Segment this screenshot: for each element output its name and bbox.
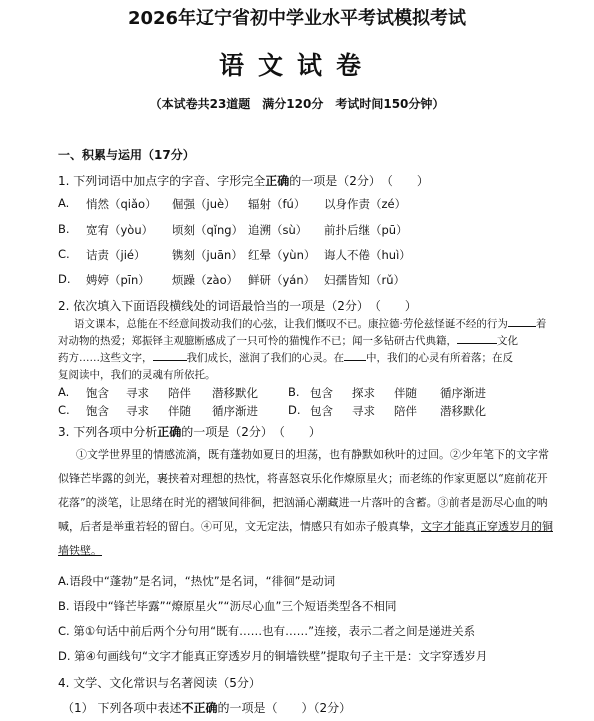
- option-item: 潜移默化: [212, 386, 258, 400]
- q1-option-d: [58, 272, 405, 288]
- q1-option-a: [58, 196, 406, 212]
- option-item: 包含: [310, 386, 333, 400]
- option-label: B.: [288, 385, 300, 399]
- q4-stem: 4. 文学、文化常识与名著阅读（5分）: [58, 676, 261, 690]
- fill-blank: [153, 350, 187, 361]
- option-item: 诲人不倦（huì）: [324, 248, 411, 262]
- option-item: 倔强（juè）: [172, 197, 236, 211]
- option-item: 伴随: [168, 404, 191, 418]
- option-item: 娉婷（pīn）: [86, 273, 150, 287]
- q3-para-line: ①文学世界里的情感流淌，既有蓬勃如夏日的坦荡，也有静默如秋叶的过回。②少年笔下的文字常: [76, 448, 549, 461]
- option-label: D.: [288, 403, 301, 417]
- q3-stem-post: 的一项是（2分） （ ）: [181, 425, 321, 439]
- q1-stem-post: 的一项是（2分） （ ）: [289, 174, 429, 188]
- q2-option-d: [288, 403, 486, 419]
- exam-info: （本试卷共23道题 满分120分 考试时间150分钟）: [149, 97, 445, 111]
- option-item: 前扑后继（pū）: [324, 223, 408, 237]
- q3-para-text: 喊，后者是举重若轻的留白。④可见，文无定法，情感只有如赤子般真挚，: [58, 520, 421, 533]
- q3-stem: [58, 423, 321, 440]
- q3-stem-pre: 3. 下列各项中分析: [58, 425, 158, 439]
- q3-para-line: [58, 542, 102, 558]
- q2-para-text: 语文课本，总能在不经意间拨动我们的心弦，让我们慨叹不已。康拉德·劳伦兹怪诞不经的行为: [74, 318, 508, 330]
- q2-para-line: [74, 316, 546, 331]
- option-item: 寻求: [352, 404, 375, 418]
- q1-option-b: [58, 222, 408, 238]
- q3-underlined-sentence-end: 墙铁壁。: [58, 544, 102, 557]
- q2-stem: 2. 依次填入下面语段横线处的词语最恰当的一项是（2分） （ ）: [58, 299, 417, 313]
- option-item: 伴随: [394, 386, 417, 400]
- option-item: 诘责（jié）: [86, 248, 146, 262]
- fill-blank: [457, 333, 497, 344]
- q2-para-text: 文化: [497, 335, 518, 347]
- q3-para-line: 花落”的淡笔，让思绪在时光的褶皱间徘徊，把汹涌心潮藏进一片落叶的含蓄。③前者是沥尽心血的呐: [58, 496, 548, 509]
- exam-title: 2026年辽宁省初中学业水平考试模拟考试: [127, 8, 467, 29]
- option-item: 妇孺皆知（rǔ）: [324, 273, 406, 287]
- option-item: 红晕（yùn）: [248, 248, 316, 262]
- q2-option-a: [58, 385, 284, 401]
- q2-para-text: 我们成长，滋润了我们的心灵。在: [186, 352, 344, 364]
- option-item: 陪伴: [394, 404, 417, 418]
- section-heading: 一、积累与运用（17分）: [58, 148, 195, 162]
- option-item: 饱含: [86, 386, 109, 400]
- option-item: 饱含: [86, 404, 109, 418]
- option-label: C.: [58, 403, 70, 417]
- q3-option-d: D. 第④句画线句“文字才能真正穿透岁月的铜墙铁壁”提取句子主干是：文字穿透岁月: [58, 649, 488, 663]
- q2-para-text: 着: [535, 318, 547, 330]
- option-item: 循序渐进: [212, 404, 258, 418]
- q3-option-a: A.语段中“蓬勃”是名词，“热忱”是名词，“徘徊”是动词: [58, 574, 336, 588]
- option-label: A.: [58, 196, 70, 210]
- q2-para-text: 中，我们的心灵有所着落；在反: [366, 352, 513, 364]
- fill-blank: [508, 316, 536, 327]
- option-item: 镌刻（juān）: [172, 248, 243, 262]
- option-item: 以身作责（zé）: [324, 197, 407, 211]
- option-item: 潜移默化: [440, 404, 486, 418]
- q2-para-text: 药方……这些文字，: [58, 352, 153, 364]
- q2-option-b: [288, 385, 486, 401]
- q1-stem: [58, 172, 429, 189]
- option-label: A.: [58, 385, 70, 399]
- option-item: 追溯（sù）: [248, 223, 308, 237]
- option-label: C.: [58, 247, 70, 261]
- option-item: 顷刻（qǐng）: [172, 223, 244, 237]
- q2-para-line: [58, 350, 513, 365]
- option-item: 宽宥（yòu）: [86, 223, 154, 237]
- option-item: 陪伴: [168, 386, 191, 400]
- q2-para-line: [58, 333, 518, 348]
- q2-para-line: 复阅读中，我们的灵魂有所依托。: [58, 369, 216, 381]
- option-item: 寻求: [126, 404, 149, 418]
- q1-option-c: [58, 247, 411, 263]
- option-item: 包含: [310, 404, 333, 418]
- q3-option-c: C. 第①句话中前后两个分句用“既有……也有……”连接，表示二者之间是递进关系: [58, 624, 476, 638]
- q4-sub-question: [62, 699, 351, 716]
- option-item: 鲜研（yán）: [248, 273, 316, 287]
- fill-blank: [344, 350, 366, 361]
- q3-para-line: [58, 518, 553, 534]
- option-label: B.: [58, 222, 70, 236]
- q2-para-text: 对动物的热爱；郑振铎主观臆断感成了一只可怜的猫愧作不已；闻一多钻研古代典籍，: [58, 335, 457, 347]
- option-item: 探求: [352, 386, 375, 400]
- q4-sub-post: 的一项是（ ）（2分）: [217, 701, 352, 715]
- subject-title: 语文试卷: [218, 51, 375, 80]
- q3-stem-bold: 正确: [157, 425, 182, 439]
- q3-option-b: B. 语段中“锋芒毕露”“燎原星火”“沥尽心血”三个短语类型各不相同: [58, 599, 397, 613]
- option-item: 循序渐进: [440, 386, 486, 400]
- q1-stem-bold: 正确: [265, 174, 290, 188]
- q2-option-c: [58, 403, 284, 419]
- option-item: 悄然（qiǎo）: [86, 197, 157, 211]
- q4-sub-bold: 不正确: [181, 701, 218, 715]
- option-item: 烦躁（zào）: [172, 273, 239, 287]
- q3-para-line: 似锋芒毕露的剑光，裹挟着对理想的热忱，将喜怒哀乐化作燎原星火；而老练的作家更愿以“庭前花开: [58, 472, 548, 485]
- option-item: 辐射（fú）: [248, 197, 306, 211]
- q4-sub-pre: （1） 下列各项中表述: [62, 701, 182, 715]
- q3-underlined-sentence: 文字才能真正穿透岁月的铜: [421, 520, 553, 533]
- option-label: D.: [58, 272, 71, 286]
- option-item: 寻求: [126, 386, 149, 400]
- q1-stem-pre: 1. 下列词语中加点字的字音、字形完全: [58, 174, 266, 188]
